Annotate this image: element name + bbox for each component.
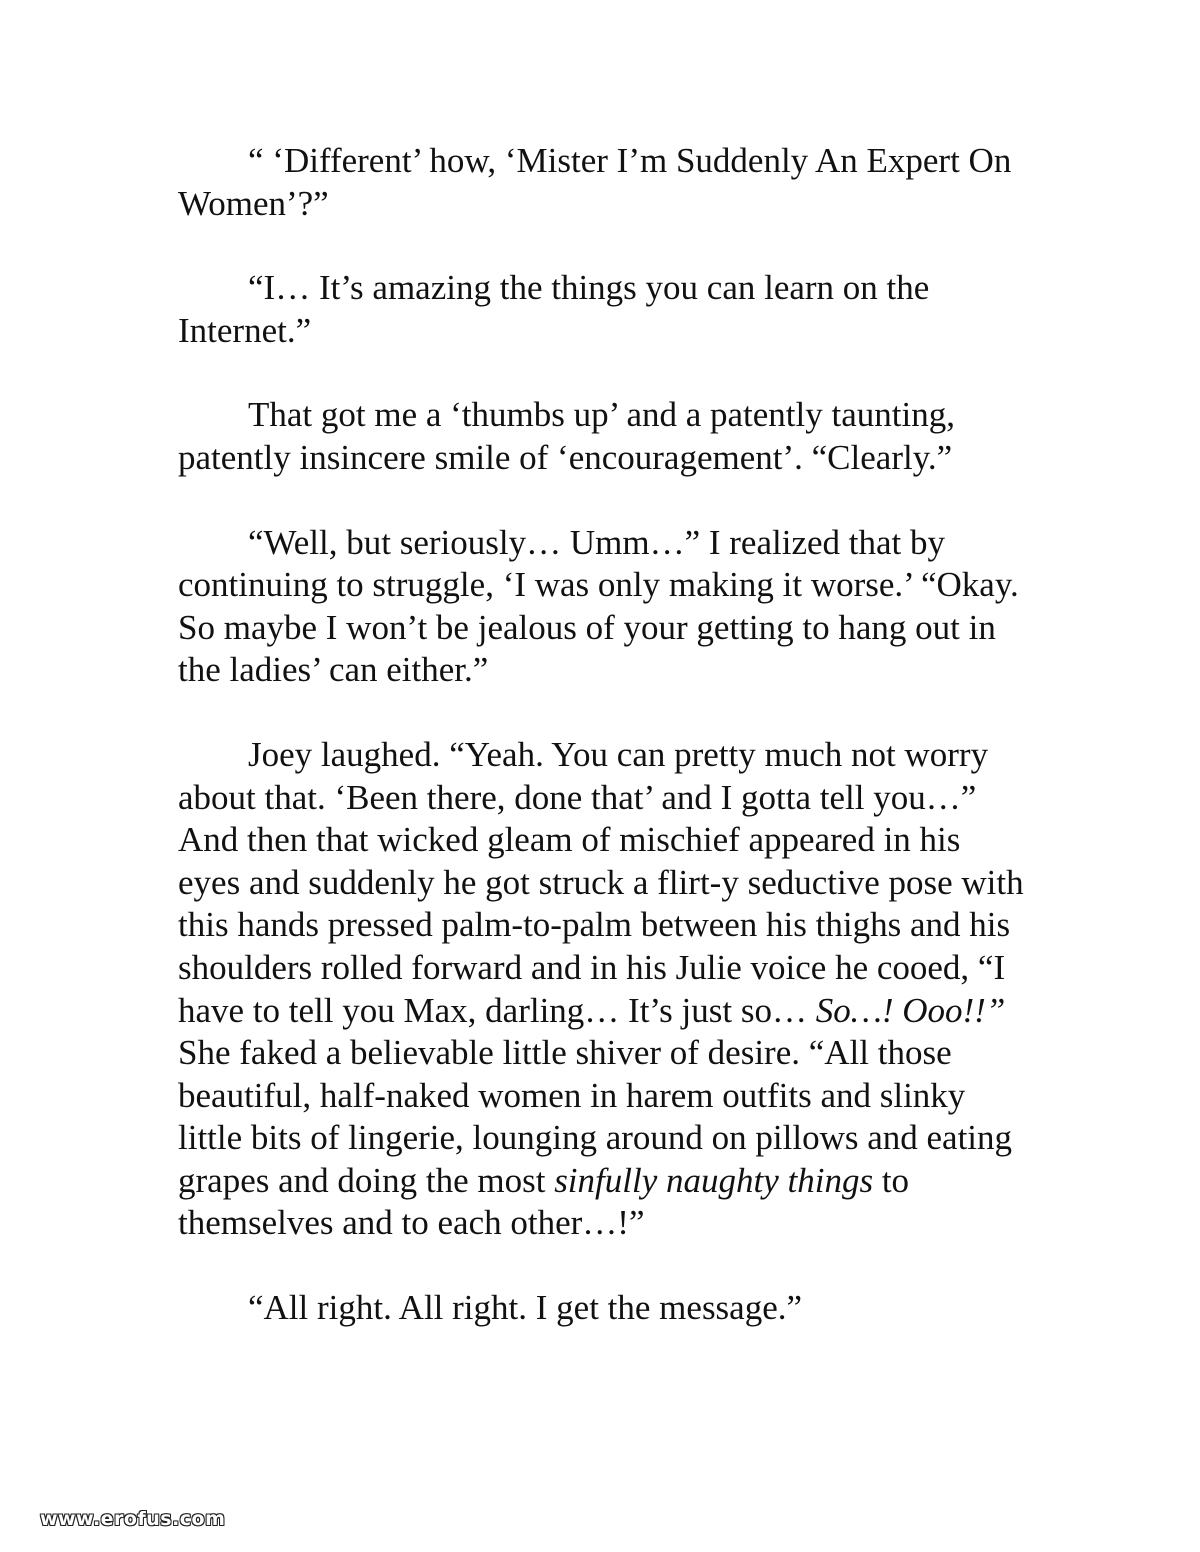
- paragraph-text: That got me a ‘thumbs up’ and a patently taunting, patently insincere smile of ‘encouragement’. “Clearly.”: [178, 395, 955, 477]
- paragraph: [178, 522, 1028, 692]
- paragraph-text-italic: So…! Ooo!!”: [815, 990, 1006, 1030]
- paragraph-text: She faked a believable little shiver of desire. “All those beautiful, half-naked women in harem outfits and slinky little bits of lingerie, lounging around on pillows and eating grapes and doing the most: [178, 1033, 1013, 1200]
- paragraph-text: “Well, but seriously… Umm…” I realized that by continuing to struggle, ‘I was only making it worse.’ “Okay. So maybe I won’t be jealous of your getting to hang out in the ladies’ can either.”: [178, 522, 1019, 690]
- paragraph: [178, 734, 1028, 1245]
- paragraph: [178, 267, 1028, 352]
- paragraph-text: “ ‘Different’ how, ‘Mister I’m Suddenly An Expert On Women’?”: [178, 141, 1012, 223]
- paragraph: [178, 394, 1028, 479]
- paragraph-text-italic: sinfully naughty things: [554, 1160, 874, 1200]
- paragraph: [178, 1287, 1028, 1330]
- paragraph: [178, 140, 1028, 225]
- paragraph-text: “I… It’s amazing the things you can learn on the Internet.”: [178, 268, 930, 350]
- paragraph-text: “All right. All right. I get the message.”: [248, 1288, 803, 1328]
- site-watermark: www.erofus.com: [40, 1508, 226, 1530]
- paragraph-text: Joey laughed. “Yeah. You can pretty much not worry about that. ‘Been there, done that’ and I gotta tell you…” And then that wicked gleam of mischief appeared in his eyes and suddenly he got struck a flirt-y seductive pose with this hands pressed palm-to-palm between his thighs and his shoulders rolled forward and in his Julie voice he cooed, “I have to tell you Max, darling… It’s just so…: [178, 734, 1024, 1030]
- paragraph-text: to themselves and to each other…!”: [178, 1160, 910, 1243]
- document-page: [178, 140, 1028, 1372]
